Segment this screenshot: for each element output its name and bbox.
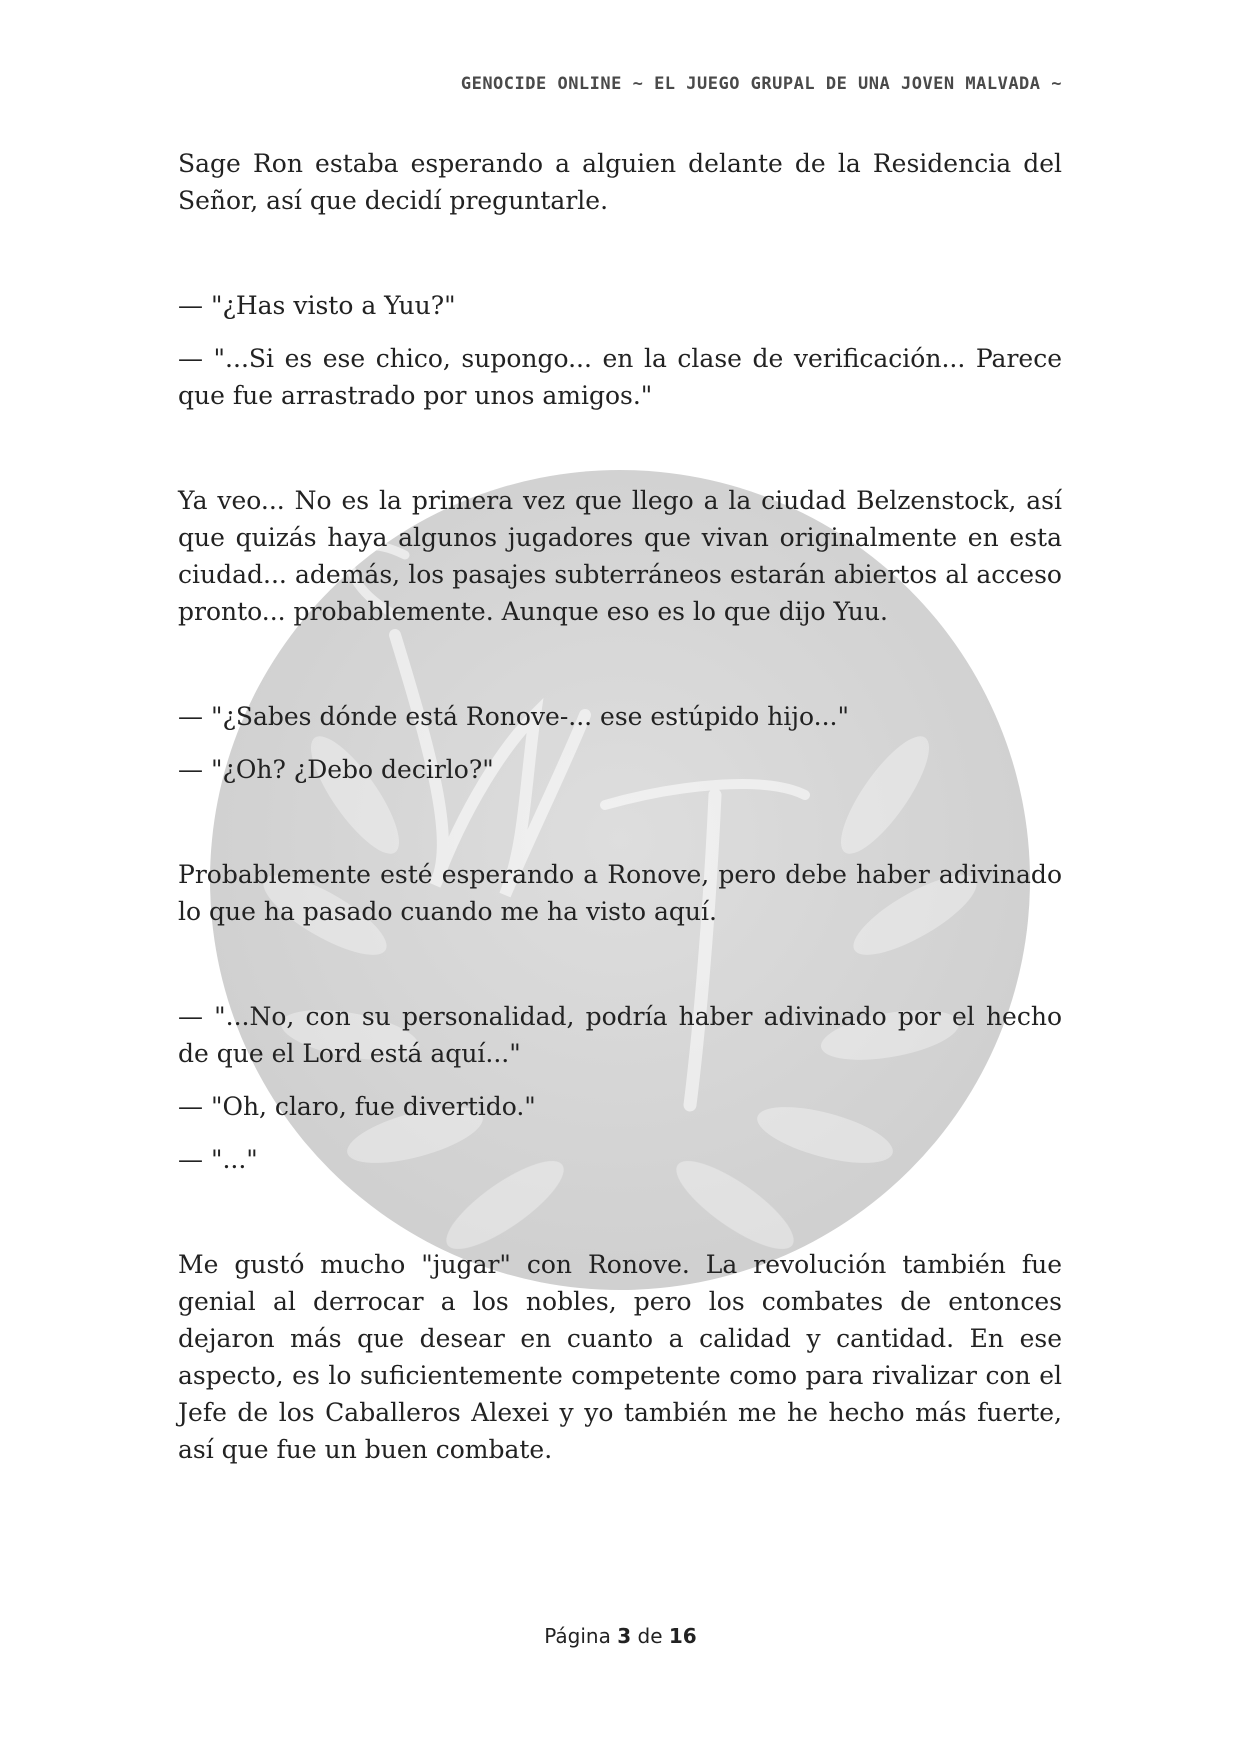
dialogue-line: — "¿Oh? ¿Debo decirlo?" [178,755,494,784]
page-total: 16 [668,1624,697,1648]
paragraph: Me gustó mucho "jugar" con Ronove. La revolución también fue genial al derrocar a los nobles, pero los combates de entonces dejaron más que desear en cuanto a calidad y cantidad. En ese aspecto, es lo suficientemente competente como para rivalizar con el Jefe de los Caballeros Alexei y yo también me he hecho más fuerte, así que fue un buen combate. [178,1250,1062,1464]
page-of-label: de [637,1624,663,1648]
page-label: Página [544,1624,611,1648]
dialogue-line: — "¿Sabes dónde está Ronove-... ese estúpido hijo..." [178,702,849,731]
dialogue-line: — "..." [178,1145,258,1174]
paragraph: Sage Ron estaba esperando a alguien delante de la Residencia del Señor, así que decidí preguntarle. [178,149,1062,215]
dialogue-line: — "...No, con su personalidad, podría haber adivinado por el hecho de que el Lord está aquí..." [178,1002,1062,1068]
dialogue-line: — "¿Has visto a Yuu?" [178,291,456,320]
paragraph: Probablemente esté esperando a Ronove, pero debe haber adivinado lo que ha pasado cuando me ha visto aquí. [178,860,1062,926]
dialogue-line: — "Oh, claro, fue divertido." [178,1092,536,1121]
document-body [178,145,1062,1536]
paragraph: Ya veo... No es la primera vez que llego a la ciudad Belzenstock, así que quizás haya algunos jugadores que vivan originalmente en esta ciudad... además, los pasajes subterráneos estarán abiertos al acceso pronto... probablemente. Aunque eso es lo que dijo Yuu. [178,486,1062,626]
page-current: 3 [617,1624,632,1648]
running-header-title: GENOCIDE ONLINE ~ EL JUEGO GRUPAL DE UNA JOVEN MALVADA ~ [460,74,1062,94]
page-number-footer [0,1624,1241,1648]
dialogue-line: — "...Si es ese chico, supongo... en la clase de verificación... Parece que fue arrastrado por unos amigos." [178,344,1062,410]
